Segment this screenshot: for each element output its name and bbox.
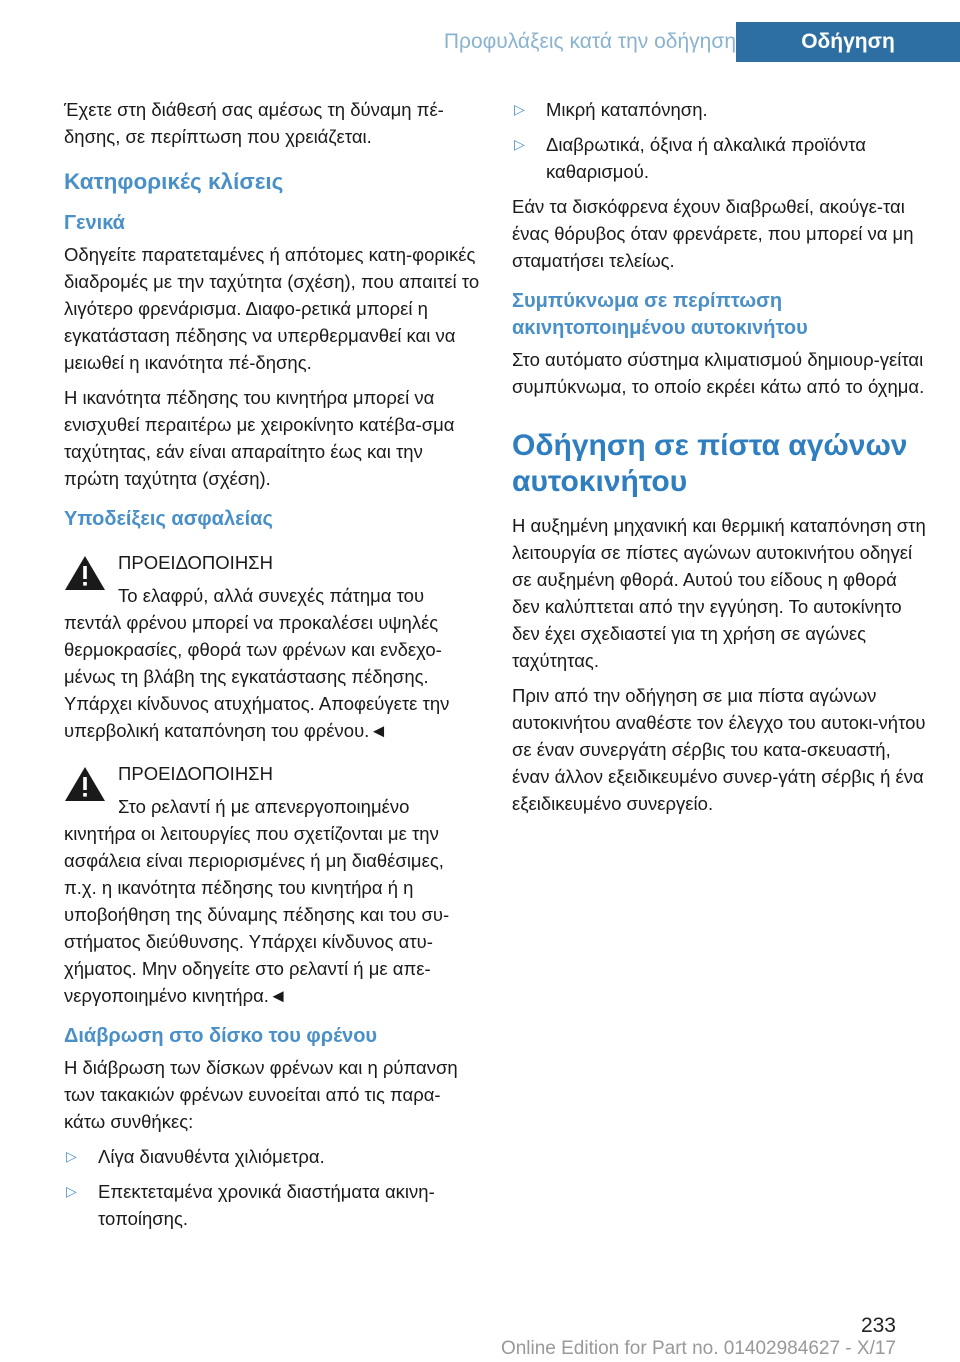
warning-triangle-icon <box>64 766 106 802</box>
warning-triangle-icon <box>64 555 106 591</box>
warning-block-1 <box>64 549 480 744</box>
page-footer <box>0 1310 960 1362</box>
warning-2-body: Στο ρελαντί ή με απενεργοποιημένο κινητήρα οι λειτουργίες που σχετίζονται με την ασφάλεια είναι περιορισμένες ή μη διαθέσιμες, π.χ. η ικανότητα πέδησης του κινητήρα ή η υποβοήθηση της δύναμης πέδησης και του συ-στήματος διεύθυνσης. Υπάρχει κίνδυνος ατυ-χήματος. Μην οδηγείτε στο ρελαντί ή με απε-νεργοποιημένο κινητήρα.◄ <box>64 796 450 1006</box>
general-paragraph-1: Οδηγείτε παρατεταμένες ή απότομες κατη-φορικές διαδρομές με την ταχύτητα (σχέση), που απαιτεί το λιγότερο φρενάρισμα. Διαφο-ρετικά μπορεί η εγκατάσταση πέδησης να υπερθερμανθεί και να μειωθεί η ικανότητα πέ-δησης. <box>64 244 480 373</box>
heading-corrosion: Διάβρωση στο δίσκο του φρένου <box>64 1025 378 1047</box>
heading-general: Γενικά <box>64 212 125 234</box>
heading-safety: Υποδείξεις ασφαλείας <box>64 508 273 530</box>
triangle-right-icon: ▷ <box>514 101 525 117</box>
right-column <box>512 96 928 825</box>
noise-paragraph: Εάν τα δισκόφρενα έχουν διαβρωθεί, ακούγε-ται ένας θόρυβος όταν φρενάρετε, που μπορεί να μη σταματήσει τελείως. <box>512 196 914 271</box>
page-number: 233 <box>860 1314 896 1337</box>
race-paragraph-2: Πριν από την οδήγηση σε μια πίστα αγώνων αυτοκινήτου αναθέστε τον έλεγχο του αυτοκι-νήτου σε έναν συνεργάτη σέρβις του κατα-σκευαστή, έναν άλλον εξειδικευμένο συνερ-γάτη σέρβις ή ένα εξειδικευμένο συνεργείο. <box>512 685 926 814</box>
left-column <box>64 96 480 1240</box>
page-header <box>0 0 960 62</box>
list-item-text: Διαβρωτικά, όξινα ή αλκαλικά προϊόντα καθαρισμού. <box>546 134 866 182</box>
edition-line: Online Edition for Part no. 01402984627 - X/17 <box>500 1338 896 1359</box>
corrosion-paragraph: Η διάβρωση των δίσκων φρένων και η ρύπανση των τακακιών φρένων ευνοείται από τις παρα-κάτω συνθήκες: <box>64 1057 458 1132</box>
warning-block-2 <box>64 760 480 1009</box>
triangle-right-icon: ▷ <box>66 1148 77 1164</box>
triangle-right-icon: ▷ <box>66 1183 77 1199</box>
triangle-right-icon: ▷ <box>514 136 525 152</box>
warning-2-title: ΠΡΟΕΙΔΟΠΟΙΗΣΗ <box>118 763 273 784</box>
warning-1-body: Το ελαφρύ, αλλά συνεχές πάτημα του πεντάλ φρένου μπορεί να προκαλέσει υψηλές θερμοκρασίες, φθορά των φρένων και ενδεχο-μένως τη βλάβη της εγκατάστασης πέδησης. Υπάρχει κίνδυνος ατυχήματος. Αποφεύγετε την υπερβολική καταπόνηση του φρένου.◄ <box>64 585 450 741</box>
heading-downhill: Κατηφορικές κλίσεις <box>64 169 284 194</box>
condensate-paragraph: Στο αυτόματο σύστημα κλιματισμού δημιουρ-γείται συμπύκνωμα, το οποίο εκρέει κάτω από το όχημα. <box>512 349 925 397</box>
list-item <box>64 1143 480 1170</box>
section-title: Προφυλάξεις κατά την οδήγηση <box>443 30 736 53</box>
list-item <box>64 1178 480 1232</box>
corrosion-list <box>64 1143 480 1232</box>
heading-condensate: Συμπύκνωμα σε περίπτωση ακινητοποιημένου αυτοκινήτου <box>512 290 808 339</box>
list-item <box>512 131 928 185</box>
list-item-text: Μικρή καταπόνηση. <box>546 99 708 120</box>
warning-1-title: ΠΡΟΕΙΔΟΠΟΙΗΣΗ <box>118 552 273 573</box>
list-item <box>512 96 928 123</box>
list-item-text: Λίγα διανυθέντα χιλιόμετρα. <box>98 1146 325 1167</box>
list-item-text: Επεκτεταμένα χρονικά διαστήματα ακινη-τοποίησης. <box>98 1181 435 1229</box>
general-paragraph-2: Η ικανότητα πέδησης του κινητήρα μπορεί να ενισχυθεί περαιτέρω με χειροκίνητο κατέβα-σμα ταχύτητας, εάν είναι απαραίτητο έως και την πρώτη ταχύτητα (σχέση). <box>64 387 455 489</box>
heading-race-track: Οδήγηση σε πίστα αγώνων αυτοκινήτου <box>512 429 908 498</box>
chapter-tab: Οδήγηση <box>736 22 960 62</box>
corrosion-list-continued <box>512 96 928 185</box>
race-paragraph-1: Η αυξημένη μηχανική και θερμική καταπόνηση στη λειτουργία σε πίστες αγώνων αυτοκινήτου οδηγεί σε αυξημένη φθορά. Αυτού του είδους η φθορά δεν καλύπτεται από την εγγύηση. Το αυτοκίνητο δεν έχει σχεδιαστεί για τη χρήση σε αγώνες ταχύτητας. <box>512 515 926 671</box>
intro-paragraph: Έχετε στη διάθεσή σας αμέσως τη δύναμη πέ-δησης, σε περίπτωση που χρειάζεται. <box>64 99 444 147</box>
